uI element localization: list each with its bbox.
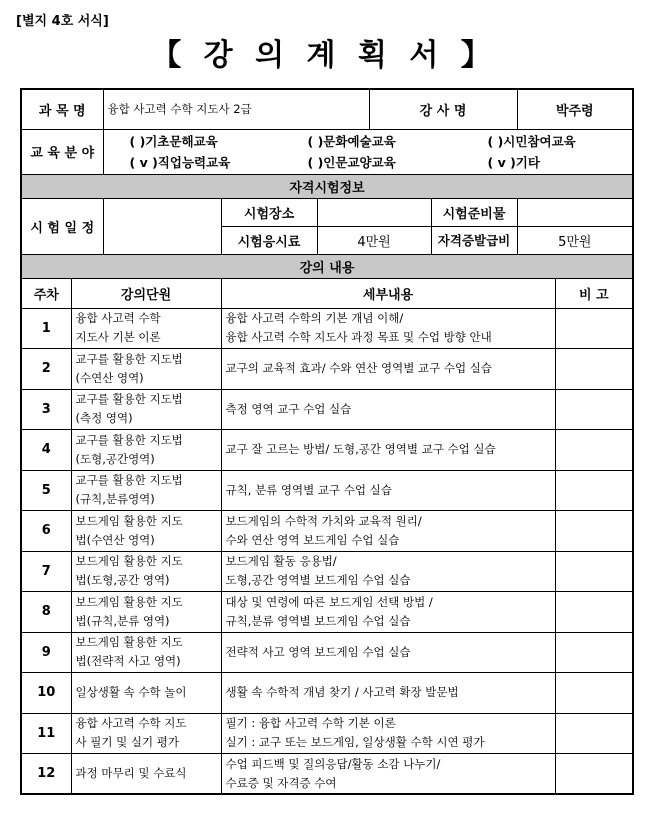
detail-line: 보드게임 활동 응용법/ bbox=[225, 554, 337, 569]
field-option-basic-literacy: ( )기초문해교육 bbox=[129, 133, 218, 149]
exam-schedule-value bbox=[103, 198, 221, 254]
week-cell: 5 bbox=[21, 470, 71, 511]
unit-line: 보드게임 활용한 지도 bbox=[75, 635, 183, 650]
exam-schedule-label: 시 험 일 정 bbox=[21, 198, 103, 254]
table-row bbox=[21, 713, 633, 754]
week-cell: 11 bbox=[21, 713, 71, 754]
field-option-culture-arts: ( )문화예술교육 bbox=[307, 133, 396, 149]
detail-line: 측정 영역 교구 수업 실습 bbox=[225, 401, 352, 416]
table-row bbox=[21, 349, 633, 390]
detail-cell bbox=[221, 511, 555, 552]
detail-line: 융합 사고력 수학의 기본 개념 이해/ bbox=[225, 311, 404, 326]
detail-line: 전략적 사고 영역 보드게임 수업 실습 bbox=[225, 644, 411, 659]
unit-line: 융합 사고력 수학 bbox=[75, 311, 161, 326]
unit-line: (측정 영역) bbox=[75, 411, 133, 426]
course-name-label: 과 목 명 bbox=[21, 89, 103, 129]
detail-line: 실기 : 교구 또는 보드게임, 일상생활 수학 시연 평가 bbox=[225, 735, 485, 750]
unit-line: 지도사 기본 이론 bbox=[75, 330, 161, 345]
unit-line: 보드게임 활용한 지도 bbox=[75, 594, 183, 609]
field-option-vocational: ( v )직업능력교육 bbox=[129, 154, 231, 170]
instructor-value: 박주령 bbox=[517, 89, 633, 129]
detail-line: 보드게임의 수학적 가치와 교육적 원리/ bbox=[225, 513, 422, 528]
detail-cell bbox=[221, 470, 555, 511]
unit-line: 보드게임 활용한 지도 bbox=[75, 554, 183, 569]
unit-line: 법(전략적 사고 영역) bbox=[75, 654, 181, 669]
unit-line: (도형,공간영역) bbox=[75, 451, 155, 466]
lecture-rows bbox=[21, 308, 633, 794]
field-option-civic: ( )시민참여교육 bbox=[487, 133, 576, 149]
note-cell bbox=[555, 673, 633, 714]
week-cell: 3 bbox=[21, 389, 71, 430]
unit-line: 법(규칙,분류 영역) bbox=[75, 613, 170, 628]
unit-cell bbox=[71, 349, 221, 390]
unit-cell bbox=[71, 713, 221, 754]
detail-cell bbox=[221, 592, 555, 633]
exam-fee-label: 시험응시료 bbox=[221, 226, 317, 254]
col-header-unit: 강의단원 bbox=[71, 278, 221, 308]
col-header-week: 주차 bbox=[21, 278, 71, 308]
unit-line: (수연산 영역) bbox=[75, 370, 144, 385]
detail-line: 규칙,분류 영역별 보드게임 수업 실습 bbox=[225, 613, 411, 628]
detail-line: 수료증 및 자격증 수여 bbox=[225, 775, 337, 790]
lecture-section-header: 강의 내용 bbox=[21, 254, 633, 278]
note-cell bbox=[555, 551, 633, 592]
note-cell bbox=[555, 389, 633, 430]
detail-cell bbox=[221, 430, 555, 471]
note-cell bbox=[555, 713, 633, 754]
table-row bbox=[21, 551, 633, 592]
detail-line: 융합 사고력 수학 지도사 과정 목표 및 수업 방향 안내 bbox=[225, 330, 492, 345]
week-cell: 2 bbox=[21, 349, 71, 390]
unit-line: 교구를 활용한 지도법 bbox=[75, 392, 183, 407]
detail-cell bbox=[221, 673, 555, 714]
table-row bbox=[21, 754, 633, 795]
note-cell bbox=[555, 592, 633, 633]
week-cell: 4 bbox=[21, 430, 71, 471]
detail-line: 교구 잘 고르는 방법/ 도형,공간 영역별 교구 수업 실습 bbox=[225, 442, 496, 457]
col-header-note: 비 고 bbox=[555, 278, 633, 308]
table-row bbox=[21, 592, 633, 633]
field-option-other: ( v )기타 bbox=[487, 154, 540, 170]
unit-cell bbox=[71, 389, 221, 430]
table-row bbox=[21, 389, 633, 430]
col-header-detail: 세부내용 bbox=[221, 278, 555, 308]
cert-fee-value: 5만원 bbox=[517, 226, 633, 254]
exam-location-value bbox=[317, 198, 431, 226]
unit-line: 보드게임 활용한 지도 bbox=[75, 513, 183, 528]
week-cell: 12 bbox=[21, 754, 71, 795]
table-row bbox=[21, 632, 633, 673]
unit-cell bbox=[71, 673, 221, 714]
unit-cell bbox=[71, 430, 221, 471]
course-name-value: 융합 사고력 수학 지도사 2급 bbox=[103, 89, 369, 129]
note-cell bbox=[555, 470, 633, 511]
table-row bbox=[21, 308, 633, 349]
unit-line: 교구를 활용한 지도법 bbox=[75, 432, 183, 447]
exam-location-label: 시험장소 bbox=[221, 198, 317, 226]
detail-cell bbox=[221, 551, 555, 592]
exam-materials-label: 시험준비물 bbox=[431, 198, 517, 226]
field-label: 교 육 분 야 bbox=[21, 129, 103, 174]
unit-cell bbox=[71, 470, 221, 511]
note-cell bbox=[555, 511, 633, 552]
unit-cell bbox=[71, 551, 221, 592]
unit-cell bbox=[71, 592, 221, 633]
cert-fee-label: 자격증발급비 bbox=[431, 226, 517, 254]
unit-line: 법(수연산 영역) bbox=[75, 532, 155, 547]
note-cell bbox=[555, 430, 633, 471]
unit-line: 교구를 활용한 지도법 bbox=[75, 473, 183, 488]
detail-line: 규칙, 분류 영역별 교구 수업 실습 bbox=[225, 482, 392, 497]
field-options bbox=[103, 129, 633, 174]
detail-cell bbox=[221, 349, 555, 390]
lecture-plan-table bbox=[20, 88, 634, 795]
instructor-label: 강 사 명 bbox=[369, 89, 517, 129]
detail-cell bbox=[221, 632, 555, 673]
detail-line: 수와 연산 영역 보드게임 수업 실습 bbox=[225, 532, 400, 547]
table-row bbox=[21, 673, 633, 714]
table-row bbox=[21, 470, 633, 511]
unit-cell bbox=[71, 308, 221, 349]
week-cell: 6 bbox=[21, 511, 71, 552]
note-cell bbox=[555, 308, 633, 349]
detail-line: 대상 및 연령에 따른 보드게임 선택 방법 / bbox=[225, 594, 433, 609]
unit-line: 교구를 활용한 지도법 bbox=[75, 351, 183, 366]
unit-line: (규칙,분류영역) bbox=[75, 492, 155, 507]
detail-cell bbox=[221, 713, 555, 754]
unit-cell bbox=[71, 632, 221, 673]
unit-cell bbox=[71, 511, 221, 552]
form-number-label: [별지 4호 서식] bbox=[16, 14, 109, 29]
unit-line: 법(도형,공간 영역) bbox=[75, 573, 170, 588]
note-cell bbox=[555, 349, 633, 390]
detail-line: 도형,공간 영역별 보드게임 수업 실습 bbox=[225, 573, 411, 588]
detail-cell bbox=[221, 389, 555, 430]
cert-section-header: 자격시험정보 bbox=[21, 174, 633, 198]
table-row bbox=[21, 430, 633, 471]
detail-line: 교구의 교육적 효과/ 수와 연산 영역별 교구 수업 실습 bbox=[225, 361, 492, 376]
field-option-humanities: ( )인문교양교육 bbox=[307, 154, 396, 170]
unit-line: 융합 사고력 수학 지도 bbox=[75, 716, 187, 731]
page-title: 【 강 의 계 획 서 】 bbox=[151, 38, 497, 73]
detail-cell bbox=[221, 754, 555, 795]
note-cell bbox=[555, 632, 633, 673]
note-cell bbox=[555, 754, 633, 795]
week-cell: 7 bbox=[21, 551, 71, 592]
exam-fee-value: 4만원 bbox=[317, 226, 431, 254]
detail-line: 수업 피드백 및 질의응답/활동 소감 나누기/ bbox=[225, 756, 441, 771]
unit-line: 일상생활 속 수학 놀이 bbox=[75, 685, 187, 700]
table-row bbox=[21, 511, 633, 552]
unit-line: 사 필기 및 실기 평가 bbox=[75, 735, 179, 750]
detail-cell bbox=[221, 308, 555, 349]
week-cell: 9 bbox=[21, 632, 71, 673]
detail-line: 필기 : 융합 사고력 수학 기본 이론 bbox=[225, 716, 396, 731]
unit-line: 과정 마무리 및 수료식 bbox=[75, 766, 187, 780]
week-cell: 1 bbox=[21, 308, 71, 349]
detail-line: 생활 속 수학적 개념 찾기 / 사고력 확장 발문법 bbox=[225, 685, 459, 700]
week-cell: 10 bbox=[21, 673, 71, 714]
week-cell: 8 bbox=[21, 592, 71, 633]
unit-cell bbox=[71, 754, 221, 795]
exam-materials-value bbox=[517, 198, 633, 226]
